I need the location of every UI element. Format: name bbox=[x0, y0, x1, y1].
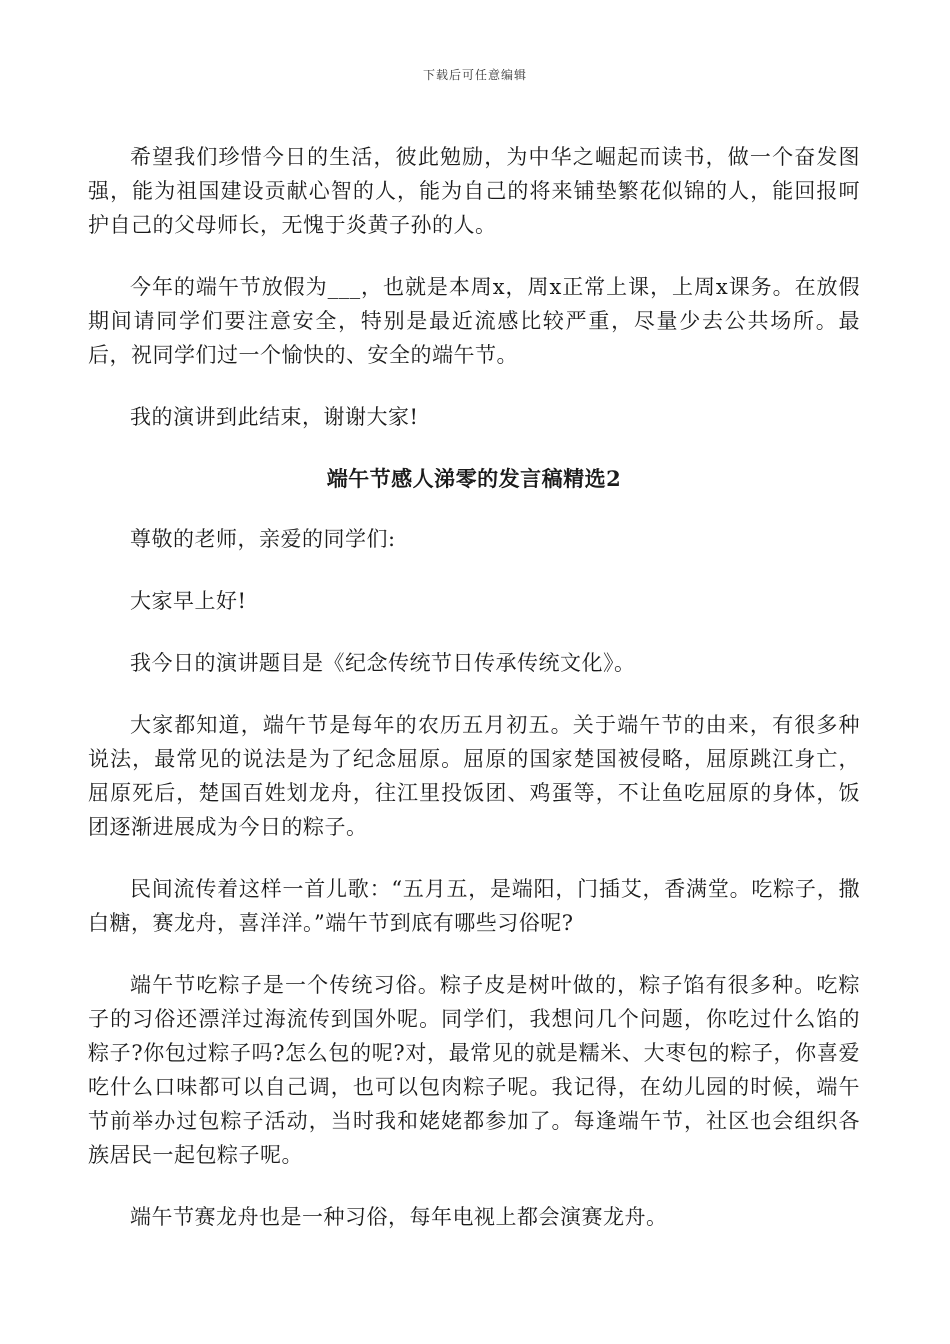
paragraph: 我今日的演讲题目是《纪念传统节日传承传统文化》。 bbox=[130, 651, 636, 675]
paragraph: 希望我们珍惜今日的生活，彼此勉励，为中华之崛起而读书，做一个奋发图强，能为祖国建设贡献心智的人，能为自己的将来铺垫繁花似锦的人，能回报呵护自己的父母师长，无愧于炎黄子孙的人。 bbox=[88, 145, 860, 237]
header-note: 下载后可任意编辑 bbox=[422, 68, 527, 82]
paragraph: 大家都知道，端午节是每年的农历五月初五。关于端午节的由来，有很多种说法，最常见的说法是为了纪念屈原。屈原的国家楚国被侵略，屈原跳江身亡，屈原死后，楚国百姓划龙舟，往江里投饭团、鸡蛋等，不让鱼吃屈原的身体，饭团逐渐进展成为今日的粽子。 bbox=[88, 713, 860, 839]
document-body bbox=[88, 140, 860, 1262]
paragraph: 今年的端午节放假为___，也就是本周x，周x正常上课，上周x课务。在放假期间请同学们要注意安全，特别是最近流感比较严重，尽量少去公共场所。最后，祝同学们过一个愉快的、安全的端午节。 bbox=[88, 275, 860, 367]
paragraph: 端午节赛龙舟也是一种习俗，每年电视上都会演赛龙舟。 bbox=[130, 1205, 668, 1229]
paragraph: 我的演讲到此结束，谢谢大家! bbox=[130, 405, 419, 429]
paragraph: 大家早上好! bbox=[130, 589, 247, 613]
paragraph: 端午节吃粽子是一个传统习俗。粽子皮是树叶做的，粽子馅有很多种。吃粽子的习俗还漂洋过海流传到国外呢。同学们，我想问几个问题，你吃过什么馅的粽子?你包过粽子吗?怎么包的呢?对，最常见的就是糯米、大枣包的粽子，你喜爱吃什么口味都可以自己调，也可以包肉粽子呢。我记得，在幼儿园的时候，端午节前举办过包粽子活动，当时我和姥姥都参加了。每逢端午节，社区也会组织各族居民一起包粽子呢。 bbox=[88, 973, 860, 1167]
paragraph: 尊敬的老师，亲爱的同学们: bbox=[130, 527, 396, 551]
paragraph: 民间流传着这样一首儿歌：“五月五，是端阳，门插艾，香满堂。吃粽子，撒白糖，赛龙舟，喜洋洋。”端午节到底有哪些习俗呢? bbox=[88, 877, 860, 935]
section-title: 端午节感人涕零的发言稿精选2 bbox=[326, 466, 622, 491]
